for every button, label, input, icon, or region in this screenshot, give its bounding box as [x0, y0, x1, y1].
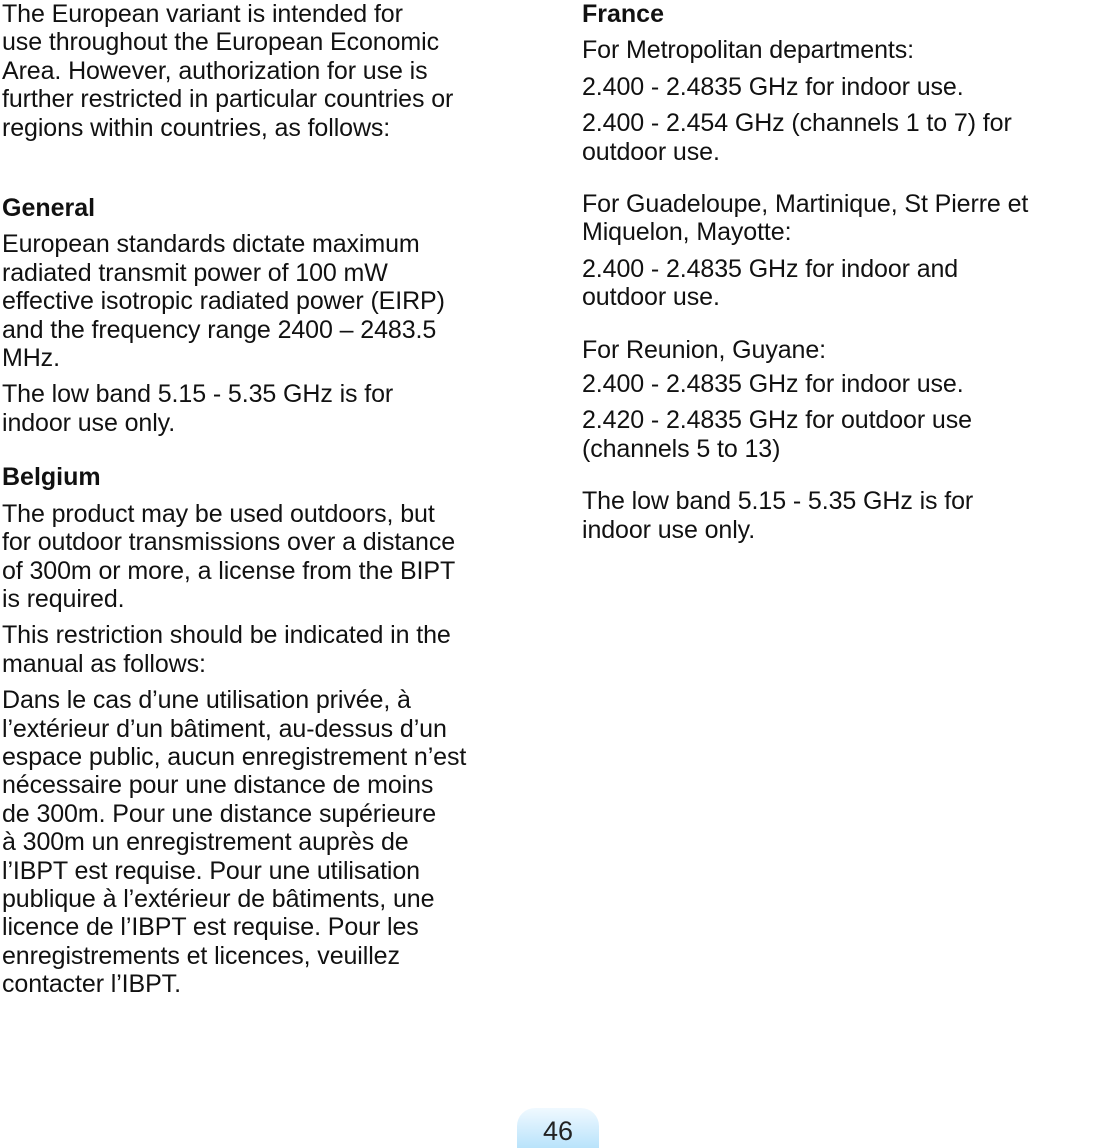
france-paragraph: 2.400 - 2.454 GHz (channels 1 to 7) for outdoor use. — [582, 109, 1012, 166]
left-column — [2, 0, 542, 999]
france-paragraph: For Metropolitan departments: — [582, 36, 914, 65]
intro-paragraph: The European variant is intended for use throughout the European Economic Area. However, authorization for use is further restricted in particular countries or regions within countries, as follows: — [2, 0, 454, 142]
france-paragraph: 2.420 - 2.4835 GHz for outdoor use (channels 5 to 13) — [582, 406, 972, 463]
general-paragraph: The low band 5.15 - 5.35 GHz is for indoor use only. — [2, 380, 394, 437]
france-paragraph: For Reunion, Guyane: — [582, 335, 826, 364]
france-heading: France — [582, 0, 664, 28]
right-column — [582, 0, 1098, 544]
belgium-heading: Belgium — [2, 463, 101, 492]
page-number: 46 — [542, 1116, 574, 1146]
belgium-french-notice: Dans le cas d’une utilisation privée, à l’extérieur d’un bâtiment, au-dessus d’un espace public, aucun enregistrement n’est nécessaire pour une distance de moins de 300m. Pour une distance supérieure à 300m un enregistrement auprès de l’IBPT est requise. Pour une utilisation publique à l’extérieur de bâtiments, une licence de l’IBPT est requise. Pour les enregistrements et licences, veuillez contacter l’IBPT. — [2, 686, 467, 999]
general-heading: General — [2, 194, 96, 223]
france-paragraph: 2.400 - 2.4835 GHz for indoor use. — [582, 370, 964, 399]
belgium-paragraph: The product may be used outdoors, but for outdoor transmissions over a distance of 300m or more, a license from the BIPT is required. — [2, 499, 456, 613]
france-paragraph: 2.400 - 2.4835 GHz for indoor use. — [582, 72, 964, 101]
france-paragraph: The low band 5.15 - 5.35 GHz is for indoor use only. — [582, 487, 974, 544]
france-paragraph: 2.400 - 2.4835 GHz for indoor and outdoor use. — [582, 254, 959, 312]
france-paragraph: For Guadeloupe, Martinique, St Pierre et Miquelon, Mayotte: — [582, 190, 1029, 247]
belgium-paragraph: This restriction should be indicated in the manual as follows: — [2, 621, 451, 678]
general-paragraph: European standards dictate maximum radiated transmit power of 100 mW effective isotropic radiated power (EIRP) and the frequency range 2400 – 2483.5 MHz. — [2, 230, 445, 373]
page-number-tab — [517, 1108, 599, 1148]
